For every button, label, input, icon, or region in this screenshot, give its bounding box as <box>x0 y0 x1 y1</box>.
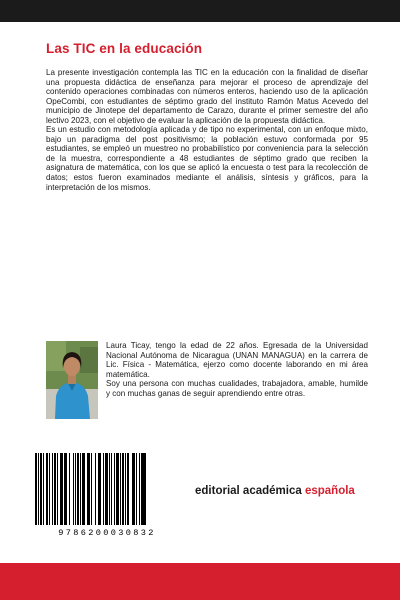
abstract-paragraph: La presente investigación contempla las TIC en la educación con la finalidad de diseñar una propuesta didáctica de enseñanza para mejorar el proceso de aprendizaje del contenido operaciones combinadas con números enteros, haciendo uso de la aplicación OpeCombi, con estudiantes de séptimo grado del instituto Ramón Matus Acevedo del municipio de Jinotepe del departamento de Carazo, durante el primer semestre del año lectivo 2023, con el objetivo de evaluar la aplicación de la propuesta didáctica. <box>46 68 368 125</box>
barcode-bar <box>52 453 53 525</box>
author-bio <box>106 341 368 399</box>
barcode-bar <box>80 453 81 525</box>
barcode-bar <box>133 453 135 525</box>
barcode-bar <box>46 453 48 525</box>
barcode-bar <box>127 453 129 525</box>
publisher-logo <box>195 485 355 497</box>
barcode-bar <box>35 453 37 525</box>
barcode-bar <box>69 453 70 525</box>
barcode-bar <box>95 453 96 525</box>
author-bio-paragraph: Soy una persona con muchas cualidades, trabajadora, amable, humilde y con muchas ganas de seguir aprendiendo entre otras. <box>106 379 368 398</box>
bottom-bar <box>0 563 400 600</box>
author-photo <box>46 341 98 419</box>
book-title: Las TIC en la educación <box>46 41 203 56</box>
barcode-bar <box>60 453 63 525</box>
barcode-bar <box>98 453 99 525</box>
barcode-bar <box>120 453 121 525</box>
author-bio-paragraph: Laura Ticay, tengo la edad de 22 años. Egresada de la Universidad Nacional Autónoma de Nicaragua (UNAN MANAGUA) en la carrera de Lic. Física - Matemática, ejerzo como docente laborando en mi área matemática. <box>106 341 368 379</box>
barcode-bar <box>57 453 58 525</box>
barcode-bar <box>109 453 110 525</box>
barcode-bar <box>54 453 56 525</box>
barcode-bar <box>103 453 104 525</box>
barcode-bar <box>43 453 44 525</box>
author-section <box>46 341 368 423</box>
barcode-bar <box>116 453 119 525</box>
barcode-bar <box>136 453 137 525</box>
barcode-bar <box>144 453 146 525</box>
barcode-bar <box>64 453 65 525</box>
isbn-number: 9786200030832 <box>58 528 156 538</box>
isbn-barcode <box>33 453 181 538</box>
barcode-bar <box>139 453 140 525</box>
abstract <box>46 68 368 192</box>
barcode-bar <box>65 453 67 525</box>
abstract-paragraph: Es un estudio con metodología aplicada y de tipo no experimental, con un enfoque mixto, bajo un paradigma del post positivismo; la población estuvo conformada por 95 estudiantes, se empleó un muestreo no probabilístico por conveniencia para la selección de la muestra, correspondiente a 48 estudiantes de séptimo grado que reciben la asignatura de matemática, con los que se aplicó la encuesta o test para la recolección de datos; estos fueron examinados mediante el análisis, síntesis y gráficos, para la interpretación de los mismos. <box>46 125 368 192</box>
barcode-bar <box>111 453 112 525</box>
barcode-bar <box>75 453 76 525</box>
barcode-bar <box>99 453 101 525</box>
publisher-accent: española <box>304 485 355 497</box>
barcode-bar <box>82 453 85 525</box>
barcode-bar <box>91 453 92 525</box>
barcode-bar <box>141 453 144 525</box>
barcode-bar <box>132 453 133 525</box>
barcode-bar <box>40 453 43 525</box>
publisher-name: editorial académica <box>195 485 302 497</box>
barcode-bar <box>49 453 50 525</box>
barcode-bar <box>73 453 74 525</box>
barcode-bar <box>77 453 79 525</box>
barcode-bar <box>114 453 115 525</box>
top-bar <box>0 0 400 22</box>
barcode-bar <box>88 453 90 525</box>
barcode-bar <box>125 453 126 525</box>
barcode-bar <box>122 453 124 525</box>
barcode-bar <box>105 453 108 525</box>
barcode-bar <box>87 453 88 525</box>
barcode-bar <box>38 453 39 525</box>
